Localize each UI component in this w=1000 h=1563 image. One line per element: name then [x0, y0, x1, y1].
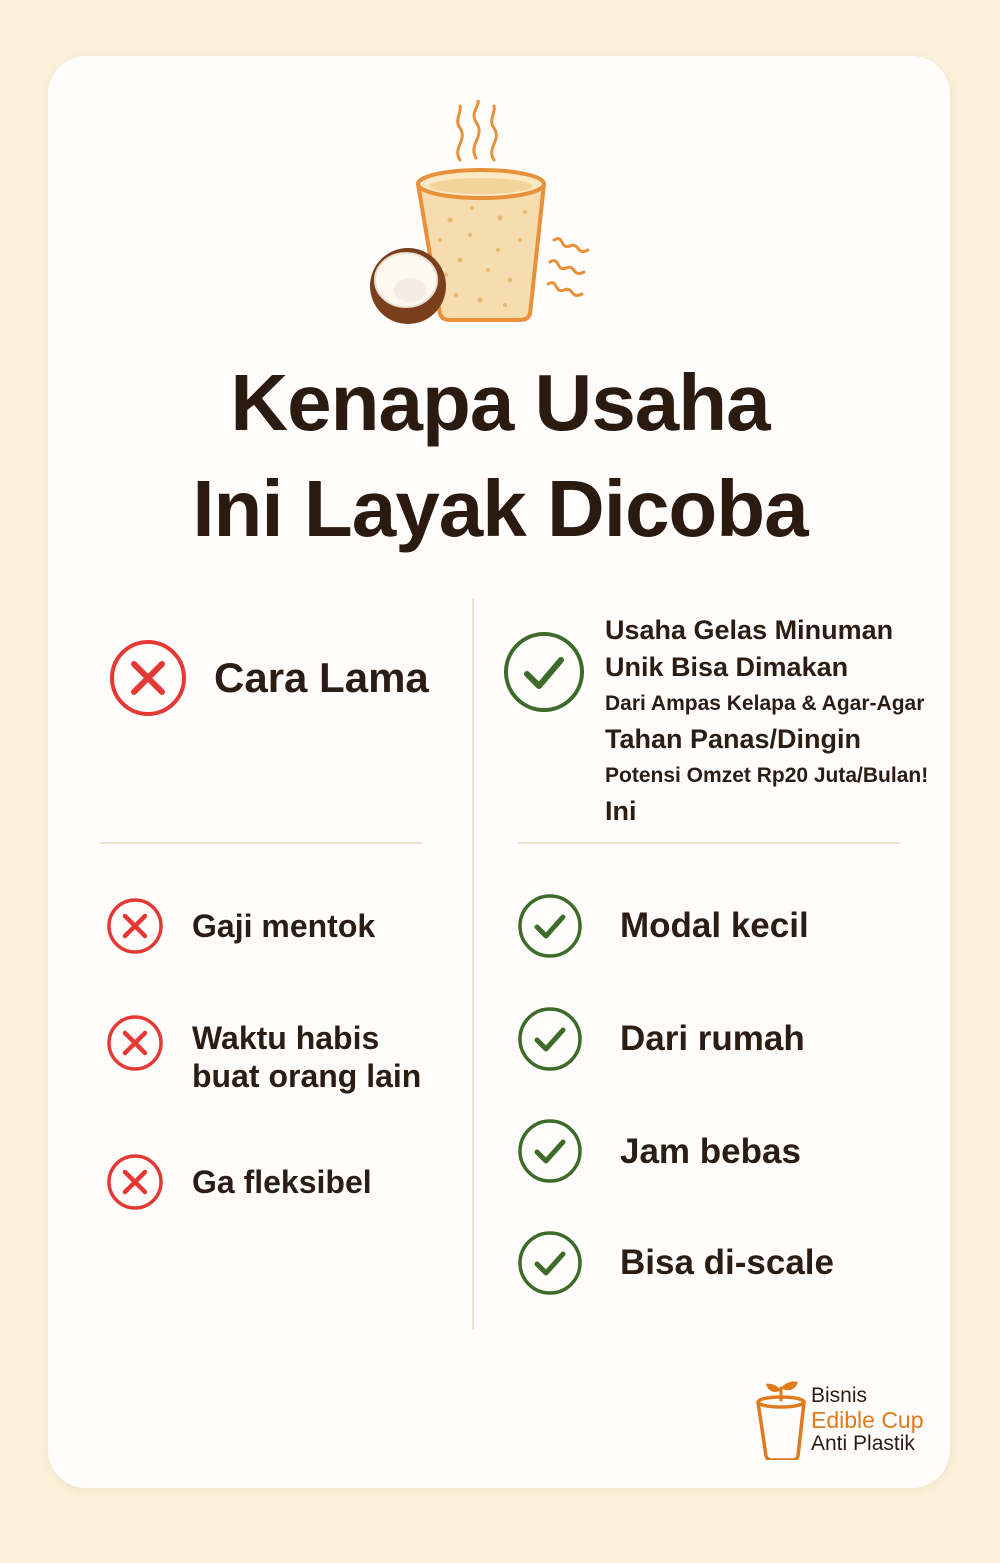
check-circle-icon [517, 1006, 583, 1072]
list-item: Ga fleksibel [192, 1164, 372, 1200]
heading-line: Dari Ampas Kelapa & Agar-Agar [605, 692, 925, 715]
brand-logo-text [811, 1384, 924, 1456]
list-item: Bisa di-scale [620, 1243, 834, 1282]
cross-circle-icon [106, 897, 164, 955]
right-section-divider [518, 842, 900, 844]
list-item: Jam bebas [620, 1132, 801, 1171]
list-item: Modal kecil [620, 906, 809, 945]
list-item: Dari rumah [620, 1019, 805, 1058]
edible-cup-with-coconut-icon [360, 100, 610, 330]
heading-line: Potensi Omzet Rp20 Juta/Bulan! [605, 764, 929, 787]
left-section-divider [100, 842, 423, 844]
check-circle-icon [517, 1118, 583, 1184]
heading-line: Ini [605, 796, 637, 826]
cross-circle-icon [106, 1014, 164, 1072]
check-circle-icon [503, 630, 585, 714]
new-way-heading [605, 612, 928, 830]
column-divider [472, 598, 474, 1330]
cross-circle-icon [106, 1153, 164, 1211]
brand-line-2: Edible Cup [811, 1407, 924, 1433]
heading-line: Tahan Panas/Dingin [605, 724, 862, 754]
cross-circle-icon [108, 638, 188, 718]
check-circle-icon [517, 893, 583, 959]
title-line-2: Ini Layak Dicoba [192, 464, 808, 553]
list-item-line: buat orang lain [192, 1058, 422, 1094]
page-title [0, 350, 1000, 562]
title-line-1: Kenapa Usaha [230, 358, 770, 447]
brand-line-1: Bisnis [811, 1384, 868, 1407]
heading-line: Usaha Gelas Minuman [605, 615, 894, 645]
check-circle-icon [517, 1230, 583, 1296]
heading-line: Unik Bisa Dimakan [605, 652, 849, 682]
brand-line-3: Anti Plastik [811, 1432, 915, 1455]
list-item: Gaji mentok [192, 908, 376, 944]
old-way-heading: Cara Lama [214, 654, 429, 701]
list-item-line: Waktu habis [192, 1020, 380, 1056]
